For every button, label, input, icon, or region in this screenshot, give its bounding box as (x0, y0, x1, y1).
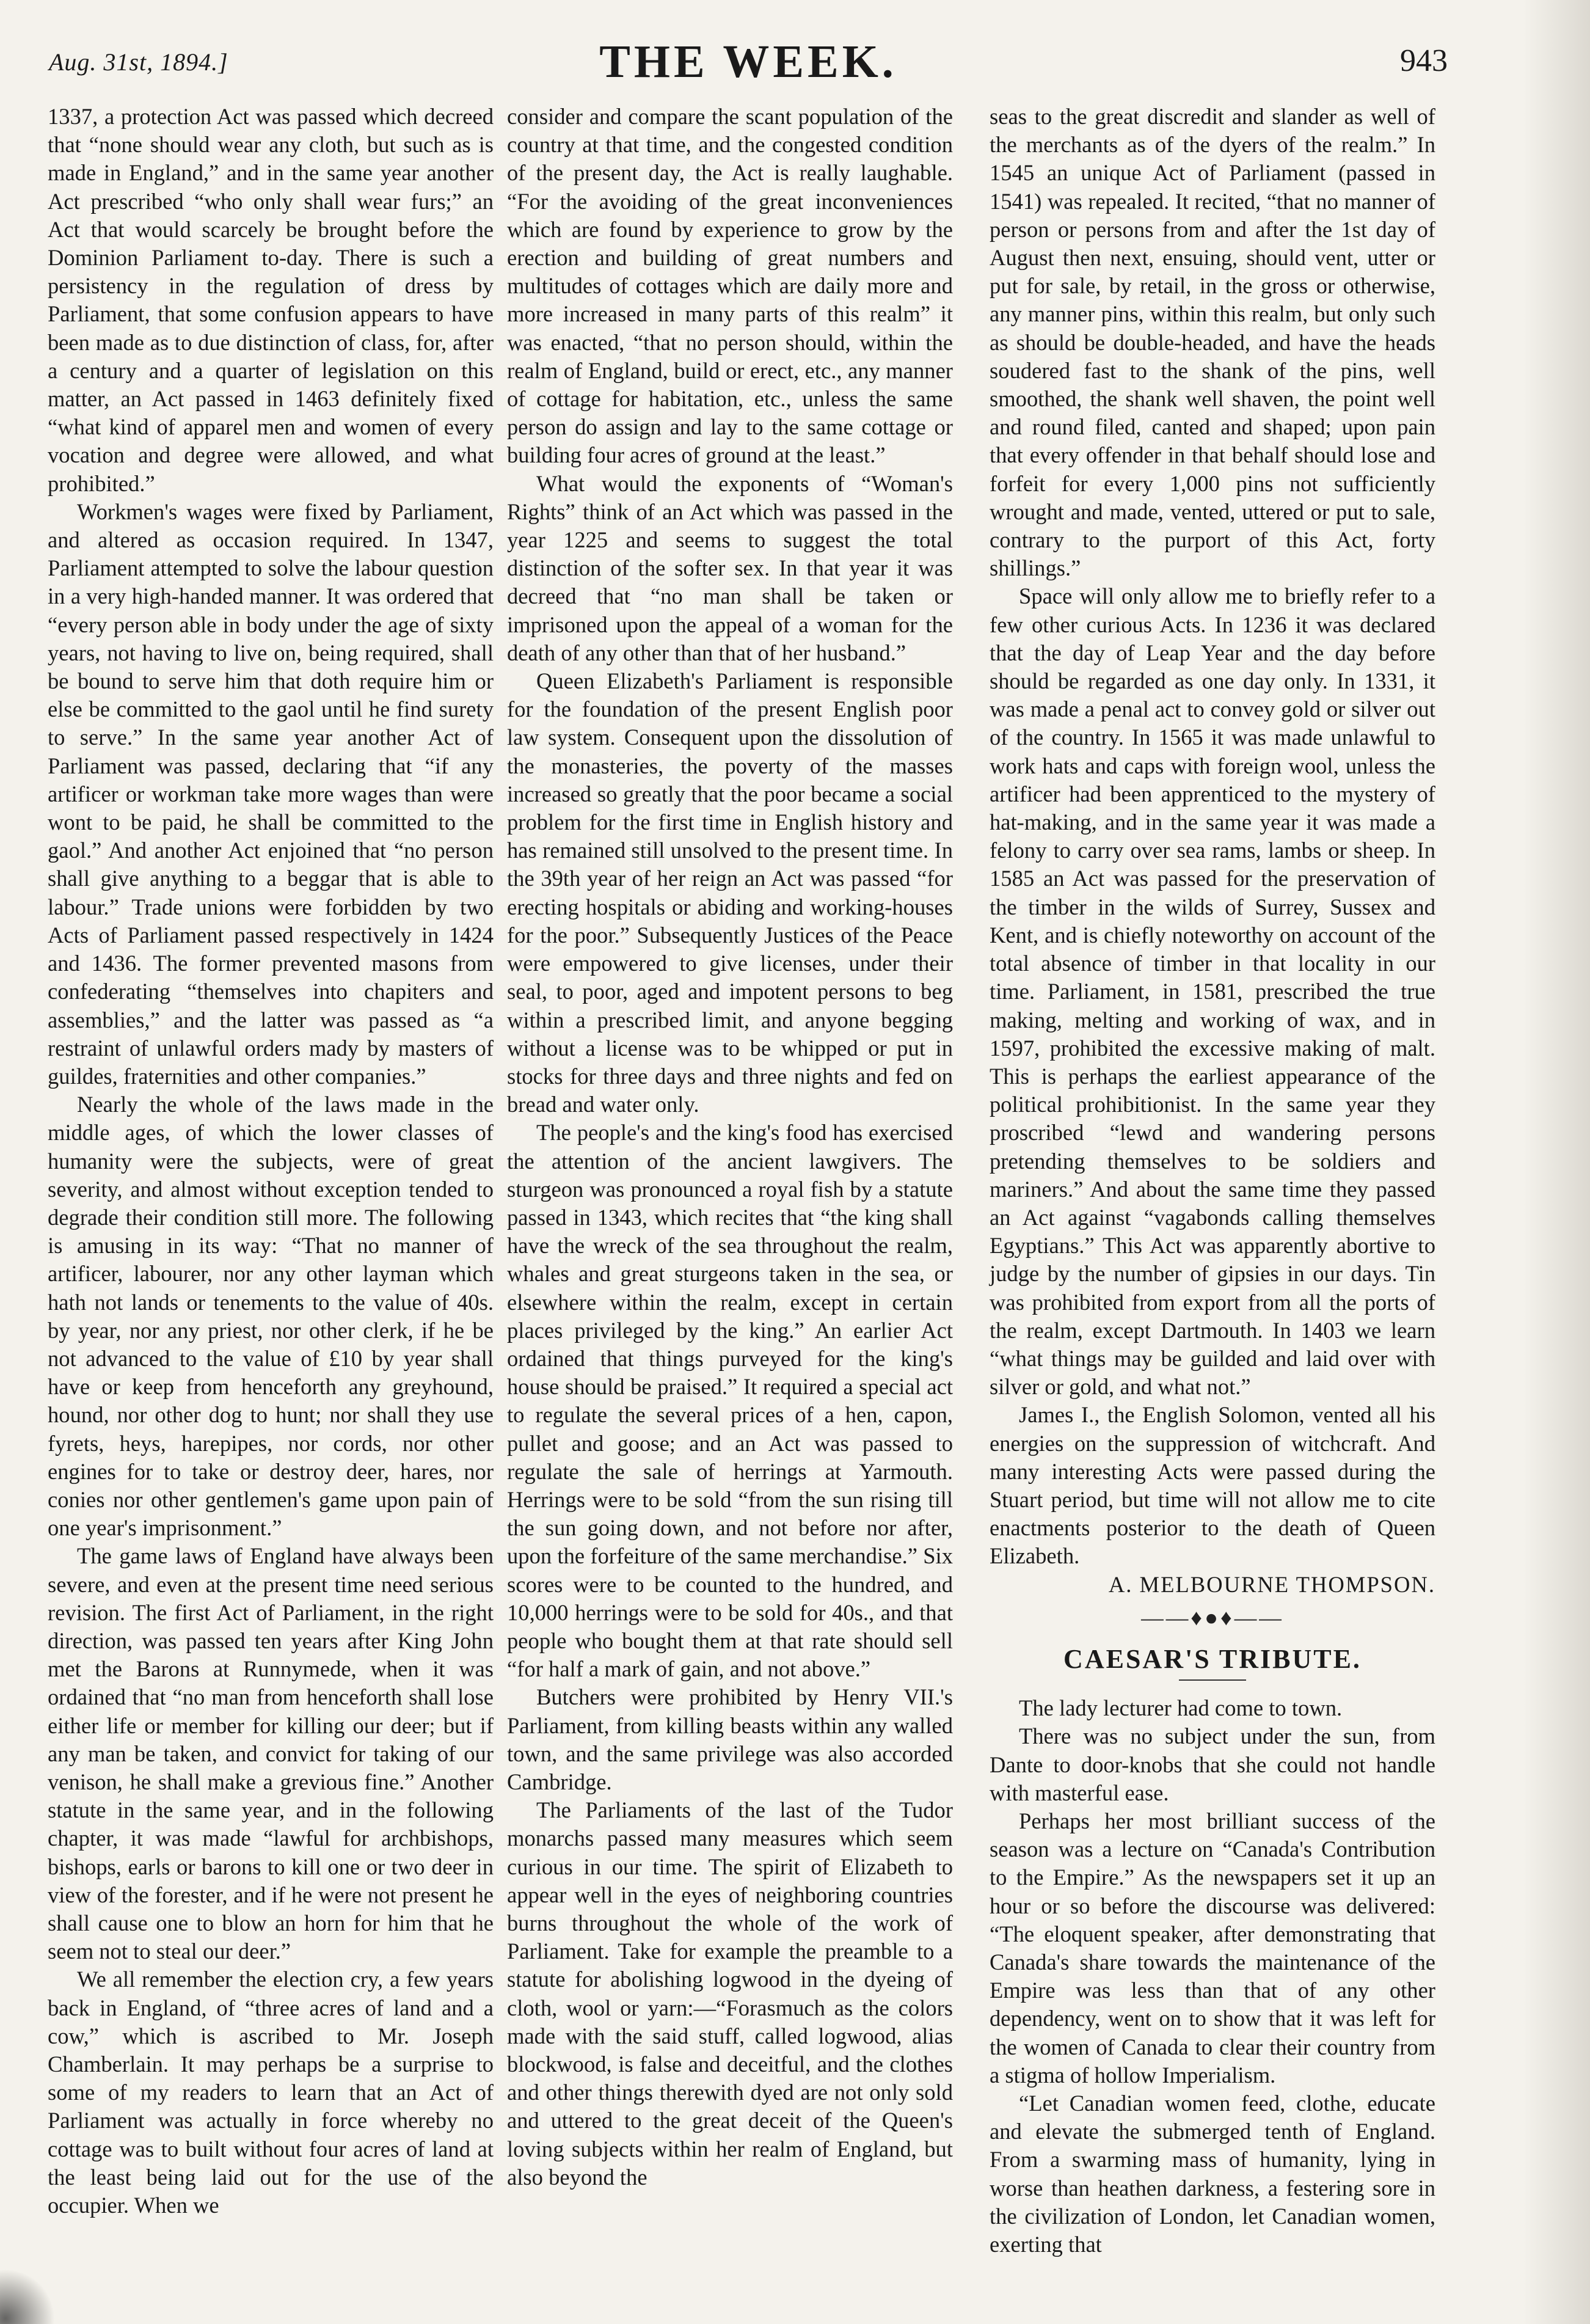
paragraph: Nearly the whole of the laws made in the middle ages, of which the lower classes of humanity were the subjects, were of great severity, and almost without exception tended to degrade their condition still more. The following is amusing in its way: “That no manner of artificer, labourer, nor any other layman which hath not lands or tenements to the value of 40s. by year, nor any priest, nor other clerk, if he be not advanced to the value of £10 by year shall have or keep from henceforth any greyhound, hound, nor other dog to hunt; nor shall they use fyrets, heys, harepipes, nor cords, nor other engines for to take or destroy deer, hares, nor conies nor other gentlemen's game upon pain of one year's imprisonment.” (48, 1092, 494, 1541)
paragraph: consider and compare the scant population of the country at that time, and the congested condition of the present day, the Act is really laughable. “For the avoiding of the great inconveniences which are found by experience to grow by the erection and building of great numbers and multitudes of cottages which are daily more and more increased in many parts of this realm” it was enacted, “that no person should, within the realm of England, build or erect, etc., any manner of cottage for habitation, etc., unless the same person do assign and lay to the same cottage or building four acres of ground at the least.” (507, 104, 953, 468)
paragraph: The Parliaments of the last of the Tudor monarchs passed many measures which seem curious in our time. The spirit of Elizabeth to appear well in the eyes of neighboring countries burns throughout the whole of the work of Parliament. Take for example the preamble to a statute for abolishing logwood in the dyeing of cloth, wool or yarn:—“Forasmuch as the colors made with the said stuff, called logwood, alias blockwood, is false and deceitful, and the clothes and other things therewith dyed are not only sold and uttered to the great deceit of the Queen's loving subjects within her realm of England, but also beyond the (507, 1797, 953, 2190)
paragraph: The lady lecturer had come to town. (1019, 1695, 1343, 1721)
paragraph: Perhaps her most brilliant success of the season was a lecture on “Canada's Contribution to the Empire.” As the newspapers set it up an hour or so before the discourse was delivered: “The eloquent speaker, after demonstrating that Canada's share towards the maintenance of the Empire was less than that of any other dependency, went on to show that it was left for the women of Canada to clear their country from a stigma of hollow Imperialism. (990, 1808, 1435, 2088)
paragraph: The game laws of England have always been severe, and even at the present time need serious revision. The first Act of Parliament, in the right direction, was passed ten years after King John met the Barons at Runnymede, when it was ordained that “no man from henceforth shall lose either life or member for killing our deer; but if any man be taken, and convict for taking of our venison, he shall make a grevious fine.” Another statute in the same year, and in the following chapter, it was made “lawful for archbishops, bishops, earls or barons to kill one or two deer in view of the forester, and if he were not present he shall cause one to blow an horn for him that he seem not to steal our deer.” (48, 1543, 494, 1964)
column-3 (990, 103, 1435, 2259)
paragraph: There was no subject under the sun, from Dante to door-knobs that she could not handle with masterful ease. (990, 1723, 1435, 1805)
publication-title: THE WEEK. (599, 36, 897, 87)
paragraph: “Let Canadian women feed, clothe, educate and elevate the submerged tenth of England. From a swarming mass of humanity, lying in worse than heathen darkness, a festering sore in the civilization of London, let Canadian women, exerting that (990, 2091, 1435, 2257)
paragraph: seas to the great discredit and slander as well of the merchants as of the dyers of the realm.” In 1545 an unique Act of Parliament (passed in 1541) was repealed. It recited, “that no manner of person or persons from and after the 1st day of August then next, ensuing, should vent, utter or put for sale, by retail, in the gross or otherwise, any manner pins, within this realm, but only such as should be double-headed, and have the heads soudered fast to the shank of the pins, well smoothed, the shank well shaven, the point well and round filed, canted and shaped; upon pain that every offender in that behalf should lose and forfeit for every 1,000 pins not sufficiently wrought and made, vented, uttered or put to sale, contrary to the purport of this Act, forty shillings.” (990, 104, 1435, 581)
paragraph: We all remember the election cry, a few years back in England, of “three acres of land and a cow,” which is ascribed to Mr. Joseph Chamberlain. It may perhaps be a surprise to some of my readers to learn that an Act of Parliament was actually in force whereby no cottage was to built without four acres of land at the least being laid out for the use of the occupier. When we (48, 1967, 494, 2218)
page-number: 943 (1400, 43, 1448, 78)
author-signature: A. MELBOURNE THOMPSON. (1108, 1571, 1435, 1597)
paragraph: 1337, a protection Act was passed which decreed that “none should wear any cloth, but such as is made in England,” and in the same year another Act prescribed “who only shall wear furs;” an Act that would scarcely be brought before the Dominion Parliament to-day. There is such a persistency in the regulation of dress by Parliament, that some confusion appears to have been made as to due distinction of class, for, after a century and a quarter of legislation on this matter, an Act passed in 1463 definitely fixed “what kind of apparel men and women of every vocation and degree were allowed, and what prohibited.” (48, 104, 494, 496)
corner-smudge (0, 2269, 55, 2324)
page-edge-shadow (1523, 0, 1590, 2324)
article-title: CAESAR'S TRIBUTE. (1063, 1643, 1362, 1674)
paragraph: Workmen's wages were fixed by Parliament, and altered as occasion required. In 1347, Parliament attempted to solve the labour question in a very high-handed manner. It was ordered that “every person able in body under the age of sixty years, not having to live on, being required, shall be bound to serve him that doth require him or else be committed to the gaol until he find surety to serve.” In the same year another Act of Parliament was passed, declaring that “if any artificer or workman take more wages than were wont to be paid, he shall be committed to the gaol.” And another Act enjoined that “no person shall give anything to a beggar that is able to labour.” Trade unions were forbidden by two Acts of Parliament passed respectively in 1424 and 1436. The former prevented masons from confederating “themselves into chapiters and assemblies,” and the latter was passed as “a restraint of unlawful orders mady by masters of guildes, fraternities and other companies.” (48, 499, 494, 1089)
paragraph: James I., the English Solomon, vented all his energies on the suppression of witchcraft. And many interesting Acts were passed during the Stuart period, but time will not allow me to cite enactments posterior to the death of Queen Elizabeth. (990, 1402, 1435, 1569)
paragraph: Butchers were prohibited by Henry VII.'s Parliament, from killing beasts within any walled town, and the same privilege was also accorded Cambridge. (507, 1684, 953, 1794)
paragraph: What would the exponents of “Woman's Rights” think of an Act which was passed in the year 1225 and seems to suggest the total distinction of the softer sex. In that year it was decreed that “no man shall be taken or imprisoned upon the appeal of a woman for the death of any other than that of her husband.” (507, 470, 953, 665)
paragraph: The people's and the king's food has exercised the attention of the ancient lawgivers. The sturgeon was pronounced a royal fish by a statute passed in 1343, which recites that “the king shall have the wreck of the sea throughout the realm, whales and great sturgeons taken in the sea, or elsewhere within the realm, except in certain places privileged by the king.” An earlier Act ordained that things purveyed for the king's house should be praised.” It required a special act to regulate the several prices of a hen, capon, pullet and goose; and an Act was passed to regulate the sale of herrings at Yarmouth. Herrings were to be sold “from the sun rising till the sun going down, and not before nor after, upon the forfeiture of the same merchandise.” Six scores were to be counted to the hundred, and 10,000 herrings were to be sold for 40s., and that people who bought them at that rate should sell “for half a mark of gain, and not above.” (507, 1120, 953, 1682)
issue-date: Aug. 31st, 1894.] (49, 48, 228, 76)
paragraph: Queen Elizabeth's Parliament is responsible for the foundation of the present English poor law system. Consequent upon the dissolution of the monasteries, the poverty of the masses increased so greatly that the poor became a social problem for the first time in English history and has remained still unsolved to the present time. In the 39th year of her reign an Act was passed “for erecting hospitals or abiding and working-houses for the poor.” Subsequently Justices of the Peace were empowered to give licenses, under their seal, to poor, aged and impotent persons to beg within a prescribed limit, and anyone begging without a license was to be whipped or put in stocks for three days and three nights and fed on bread and water only. (507, 668, 953, 1117)
title-rule (1179, 1679, 1246, 1681)
section-ornament: ——♦●♦—— (1141, 1604, 1284, 1630)
column-2 (507, 103, 953, 2191)
masthead (49, 35, 1448, 90)
paragraph: Space will only allow me to briefly refer to a few other curious Acts. In 1236 it was declared that the day of Leap Year and the day before should be regarded as one day only. In 1331, it was made a penal act to convey gold or silver out of the country. In 1565 it was made unlawful to work hats and caps with foreign wool, unless the artificer had been apprenticed to the mystery of hat-making, and in the same year it was made a felony to carry over sea rams, lambs or sheep. In 1585 an Act was passed for the preservation of the timber in the wilds of Surrey, Sussex and Kent, and is chiefly noteworthy on account of the total absence of timber in that locality in our time. Parliament, in 1581, prescribed the true making, melting and working of wax, and in 1597, prohibited the excessive making of malt. This is perhaps the earliest appearance of the political prohibitionist. In the same year they proscribed “lewd and wandering persons pretending themselves to be soldiers and mariners.” And about the same time they passed an Act against “vagabonds calling themselves Egyptians.” This Act was apparently abortive to judge by the number of gipsies in our days. Tin was prohibited from export from all the ports of the realm, except Dartmouth. In 1403 we learn “what things may be guilded and laid over with silver or gold, and what not.” (990, 583, 1435, 1400)
column-1 (48, 103, 494, 2220)
